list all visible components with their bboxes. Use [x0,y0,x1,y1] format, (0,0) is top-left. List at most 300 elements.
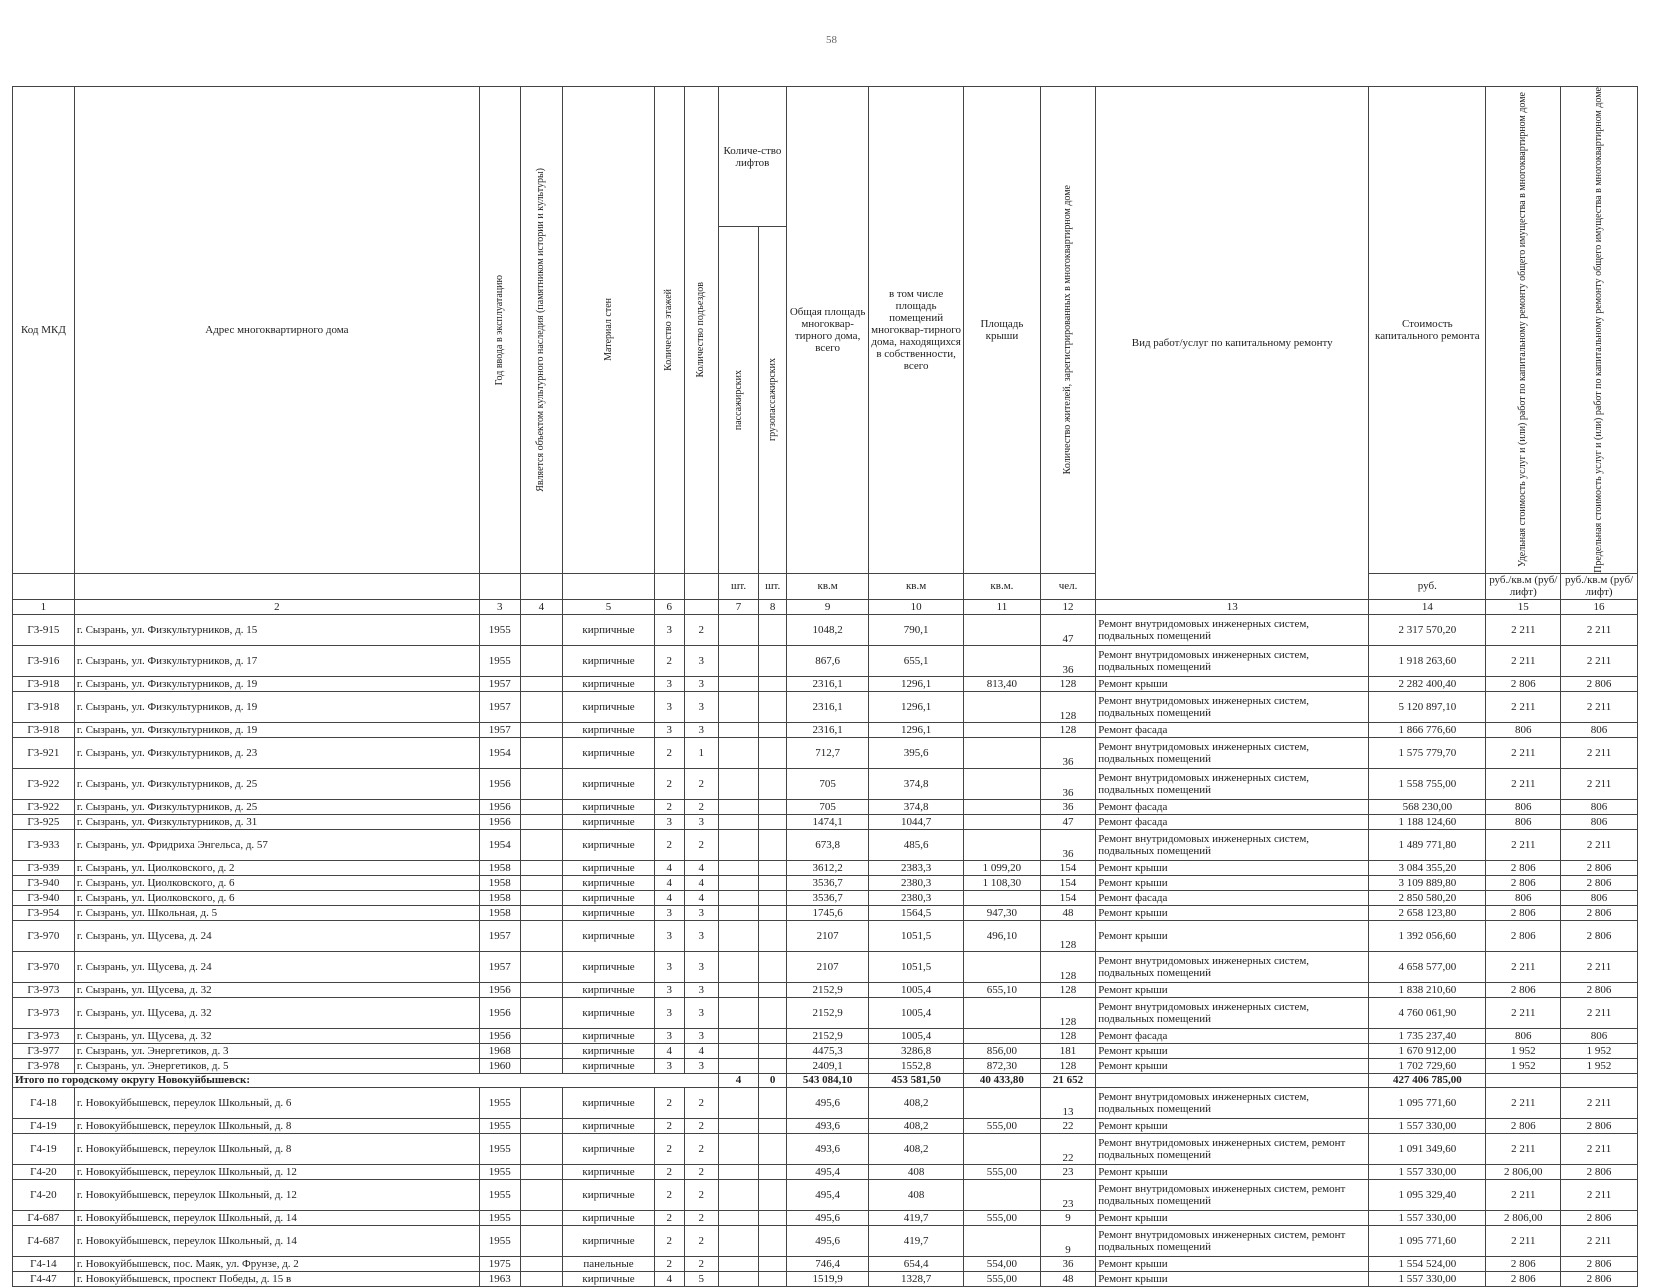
cell-residents: 128 [1040,920,1095,951]
cell-unit-cost: 2 211 [1486,1087,1561,1118]
cell-cost: 2 850 580,20 [1369,890,1486,905]
cell-code: Г4-19 [13,1118,75,1133]
cell-cost: 1 557 330,00 [1369,1164,1486,1179]
cell-roof-area [964,1133,1041,1164]
header-roof-area: Площадь крыши [964,87,1041,574]
column-number: 12 [1040,599,1095,614]
cell-residents: 22 [1040,1133,1095,1164]
header-work: Вид работ/услуг по капитальному ремонту [1096,87,1369,600]
column-number: 4 [520,599,563,614]
cell-entrances: 2 [684,1118,718,1133]
cell-code: Г3-973 [13,982,75,997]
cell-walls: кирпичные [563,829,655,860]
cell-address: г. Новокуйбышевск, переулок Школьный, д. 12 [74,1179,479,1210]
cell-address: г. Сызрань, ул. Щусева, д. 32 [74,1028,479,1043]
cell-work: Ремонт внутридомовых инженерных систем, подвальных помещений [1096,768,1369,799]
cell-passenger-lifts [718,1164,759,1179]
cell-cost: 1 918 263,60 [1369,645,1486,676]
cell-code: Г4-18 [13,1087,75,1118]
table-row [13,860,1638,875]
cell-residents: 36 [1040,799,1095,814]
cell-heritage [520,905,563,920]
cell-heritage [520,799,563,814]
cell-walls: кирпичные [563,905,655,920]
cell-freight-lifts [759,997,787,1028]
cell-owned-area: 408 [869,1179,964,1210]
cell-owned-area: 1296,1 [869,691,964,722]
header-walls-text: Материал стен [602,298,614,362]
cell-roof-area: 555,00 [964,1210,1041,1225]
cell-passenger-lifts [718,1087,759,1118]
cell-owned-area: 1296,1 [869,676,964,691]
unit-owned-area: кв.м [869,573,964,599]
cell-year: 1958 [480,890,521,905]
table-row [13,1087,1638,1118]
cell-residents: 128 [1040,982,1095,997]
total-limit-empty [1561,1073,1638,1087]
cell-total-area: 746,4 [787,1256,869,1271]
cell-entrances: 2 [684,614,718,645]
cell-owned-area: 408,2 [869,1133,964,1164]
cell-year: 1975 [480,1256,521,1271]
cell-passenger-lifts [718,645,759,676]
cell-address: г. Сызрань, ул. Физкультурников, д. 17 [74,645,479,676]
cell-work: Ремонт внутридомовых инженерных систем, подвальных помещений [1096,829,1369,860]
units-empty [480,573,521,599]
header-floors-text: Количество этажей [663,288,675,371]
cell-roof-area [964,722,1041,737]
cell-heritage [520,1043,563,1058]
cell-passenger-lifts [718,768,759,799]
cell-address: г. Сызрань, ул. Физкультурников, д. 23 [74,737,479,768]
total-residents: 21 652 [1040,1073,1095,1087]
cell-address: г. Новокуйбышевск, переулок Школьный, д. 8 [74,1118,479,1133]
cell-passenger-lifts [718,737,759,768]
cell-total-area: 2152,9 [787,982,869,997]
cell-passenger-lifts [718,829,759,860]
cell-entrances: 1 [684,737,718,768]
cell-floors: 4 [654,1271,684,1286]
cell-work: Ремонт крыши [1096,1164,1369,1179]
cell-walls: кирпичные [563,1087,655,1118]
cell-year: 1956 [480,1028,521,1043]
cell-unit-cost: 2 211 [1486,829,1561,860]
header-residents-text: Количество жителей, зарегистрированных в многоквартирном доме [1062,185,1074,475]
cell-entrances: 2 [684,1087,718,1118]
cell-roof-area: 1 108,30 [964,875,1041,890]
cell-unit-cost: 2 211 [1486,997,1561,1028]
cell-work: Ремонт фасада [1096,799,1369,814]
total-unit-empty [1486,1073,1561,1087]
cell-freight-lifts [759,875,787,890]
units-empty [563,573,655,599]
cell-floors: 3 [654,982,684,997]
cell-floors: 2 [654,645,684,676]
cell-limit-cost: 1 952 [1561,1043,1638,1058]
header-passenger-lifts [718,227,759,574]
cell-roof-area [964,997,1041,1028]
cell-year: 1957 [480,691,521,722]
cell-entrances: 3 [684,814,718,829]
cell-residents: 48 [1040,1271,1095,1286]
table-total [13,1073,1638,1087]
cell-cost: 1 558 755,00 [1369,768,1486,799]
column-number: 11 [964,599,1041,614]
cell-year: 1956 [480,982,521,997]
cell-unit-cost: 2 806,00 [1486,1210,1561,1225]
cell-year: 1958 [480,905,521,920]
column-number: 3 [480,599,521,614]
cell-owned-area: 655,1 [869,645,964,676]
cell-code: Г3-970 [13,951,75,982]
cell-residents: 154 [1040,890,1095,905]
cell-total-area: 705 [787,799,869,814]
cell-floors: 3 [654,951,684,982]
cell-total-area: 3612,2 [787,860,869,875]
header-freight-lifts [759,227,787,574]
units-empty [520,573,563,599]
cell-total-area: 712,7 [787,737,869,768]
cell-cost: 1 866 776,60 [1369,722,1486,737]
cell-floors: 3 [654,1028,684,1043]
cell-residents: 36 [1040,645,1095,676]
cell-cost: 4 658 577,00 [1369,951,1486,982]
cell-entrances: 4 [684,890,718,905]
cell-owned-area: 3286,8 [869,1043,964,1058]
cell-entrances: 3 [684,1028,718,1043]
cell-roof-area: 856,00 [964,1043,1041,1058]
cell-cost: 1 489 771,80 [1369,829,1486,860]
cell-floors: 2 [654,1164,684,1179]
cell-freight-lifts [759,799,787,814]
cell-floors: 3 [654,691,684,722]
cell-walls: кирпичные [563,737,655,768]
table-row [13,997,1638,1028]
cell-address: г. Новокуйбышевск, проспект Победы, д. 15 в [74,1271,479,1286]
unit-freight-lifts: шт. [759,573,787,599]
cell-code: Г3-977 [13,1043,75,1058]
cell-owned-area: 395,6 [869,737,964,768]
cell-code: Г3-915 [13,614,75,645]
cell-freight-lifts [759,722,787,737]
cell-year: 1955 [480,645,521,676]
cell-code: Г4-47 [13,1271,75,1286]
cell-freight-lifts [759,920,787,951]
cell-walls: кирпичные [563,1058,655,1073]
cell-freight-lifts [759,614,787,645]
cell-heritage [520,722,563,737]
cell-heritage [520,951,563,982]
cell-total-area: 2316,1 [787,722,869,737]
cell-owned-area: 790,1 [869,614,964,645]
units-empty [13,573,75,599]
cell-owned-area: 1005,4 [869,1028,964,1043]
cell-entrances: 3 [684,1058,718,1073]
column-number: 9 [787,599,869,614]
cell-cost: 2 282 400,40 [1369,676,1486,691]
cell-floors: 2 [654,1256,684,1271]
cell-cost: 1 392 056,60 [1369,920,1486,951]
cell-roof-area [964,768,1041,799]
cell-passenger-lifts [718,1179,759,1210]
cell-entrances: 5 [684,1271,718,1286]
cell-walls: кирпичные [563,676,655,691]
cell-floors: 2 [654,737,684,768]
cell-total-area: 3536,7 [787,875,869,890]
cell-address: г. Сызрань, ул. Физкультурников, д. 25 [74,799,479,814]
cell-walls: кирпичные [563,951,655,982]
cell-code: Г3-918 [13,691,75,722]
cell-total-area: 2152,9 [787,997,869,1028]
cell-total-area: 3536,7 [787,890,869,905]
cell-floors: 2 [654,1225,684,1256]
cell-unit-cost: 806 [1486,799,1561,814]
header-owned-area: в том числе площадь помещений многоквар-тирного дома, находящихся в собственности, всего [869,87,964,574]
cell-unit-cost: 2 806,00 [1486,1164,1561,1179]
cell-total-area: 1474,1 [787,814,869,829]
total-passenger-lifts: 4 [718,1073,759,1087]
cell-heritage [520,676,563,691]
cell-address: г. Сызрань, ул. Щусева, д. 32 [74,997,479,1028]
cell-walls: кирпичные [563,1164,655,1179]
cell-limit-cost: 2 211 [1561,737,1638,768]
cell-roof-area [964,1087,1041,1118]
cell-owned-area: 408,2 [869,1118,964,1133]
table-row [13,691,1638,722]
cell-code: Г3-925 [13,814,75,829]
cell-address: г. Сызрань, ул. Циолковского, д. 6 [74,890,479,905]
cell-year: 1958 [480,875,521,890]
cell-limit-cost: 2 211 [1561,691,1638,722]
cell-owned-area: 2383,3 [869,860,964,875]
cell-owned-area: 654,4 [869,1256,964,1271]
cell-address: г. Сызрань, ул. Школьная, д. 5 [74,905,479,920]
cell-year: 1957 [480,951,521,982]
header-floors [654,87,684,574]
cell-unit-cost: 2 806 [1486,860,1561,875]
cell-freight-lifts [759,905,787,920]
cell-unit-cost: 2 806 [1486,1118,1561,1133]
cell-freight-lifts [759,676,787,691]
cell-freight-lifts [759,1164,787,1179]
cell-unit-cost: 2 211 [1486,768,1561,799]
cell-walls: кирпичные [563,645,655,676]
cell-total-area: 4475,3 [787,1043,869,1058]
cell-walls: кирпичные [563,614,655,645]
cell-work: Ремонт крыши [1096,676,1369,691]
cell-floors: 2 [654,768,684,799]
unit-roof-area: кв.м. [964,573,1041,599]
table-row [13,829,1638,860]
cell-total-area: 705 [787,768,869,799]
cell-cost: 1 188 124,60 [1369,814,1486,829]
cell-year: 1968 [480,1043,521,1058]
cell-owned-area: 2380,3 [869,875,964,890]
cell-roof-area: 947,30 [964,905,1041,920]
header-code: Код МКД [13,87,75,574]
cell-cost: 1 095 771,60 [1369,1087,1486,1118]
total-freight-lifts: 0 [759,1073,787,1087]
column-number: 15 [1486,599,1561,614]
table-row [13,768,1638,799]
cell-owned-area: 1328,7 [869,1271,964,1286]
cell-owned-area: 1005,4 [869,982,964,997]
cell-code: Г3-918 [13,722,75,737]
cell-passenger-lifts [718,1043,759,1058]
cell-residents: 128 [1040,691,1095,722]
cell-owned-area: 1051,5 [869,951,964,982]
column-number: 6 [654,599,684,614]
cell-work: Ремонт крыши [1096,1256,1369,1271]
cell-total-area: 2316,1 [787,676,869,691]
column-number: 5 [563,599,655,614]
cell-walls: кирпичные [563,768,655,799]
cell-total-area: 495,4 [787,1164,869,1179]
cell-limit-cost: 2 211 [1561,1133,1638,1164]
cell-code: Г4-20 [13,1179,75,1210]
table-row [13,982,1638,997]
cell-passenger-lifts [718,722,759,737]
cell-owned-area: 1051,5 [869,920,964,951]
cell-cost: 1 838 210,60 [1369,982,1486,997]
cell-cost: 3 084 355,20 [1369,860,1486,875]
cell-floors: 2 [654,1133,684,1164]
cell-work: Ремонт крыши [1096,982,1369,997]
cell-floors: 3 [654,722,684,737]
cell-passenger-lifts [718,920,759,951]
table-row [13,799,1638,814]
cell-roof-area: 555,00 [964,1164,1041,1179]
column-number-empty [684,599,718,614]
cell-entrances: 3 [684,722,718,737]
cell-entrances: 2 [684,1210,718,1225]
cell-year: 1958 [480,860,521,875]
cell-freight-lifts [759,829,787,860]
cell-work: Ремонт внутридомовых инженерных систем, подвальных помещений [1096,1087,1369,1118]
cell-unit-cost: 806 [1486,814,1561,829]
header-address: Адрес многоквартирного дома [74,87,479,574]
cell-work: Ремонт фасада [1096,1028,1369,1043]
cell-roof-area [964,614,1041,645]
cell-year: 1954 [480,829,521,860]
cell-limit-cost: 2 211 [1561,614,1638,645]
table-row [13,1164,1638,1179]
header-entrances [684,87,718,574]
cell-entrances: 2 [684,1225,718,1256]
cell-year: 1956 [480,799,521,814]
table-body-syzran [13,614,1638,1073]
cell-owned-area: 374,8 [869,799,964,814]
cell-residents: 9 [1040,1225,1095,1256]
cell-owned-area: 1564,5 [869,905,964,920]
column-number: 1 [13,599,75,614]
cell-heritage [520,1256,563,1271]
cell-total-area: 493,6 [787,1118,869,1133]
cell-roof-area [964,1028,1041,1043]
cell-roof-area: 813,40 [964,676,1041,691]
unit-unit-cost: руб./кв.м (руб/лифт) [1486,573,1561,599]
cell-address: г. Сызрань, ул. Физкультурников, д. 25 [74,768,479,799]
cell-address: г. Новокуйбышевск, переулок Школьный, д. 12 [74,1164,479,1179]
cell-residents: 128 [1040,951,1095,982]
unit-cost: руб. [1369,573,1486,599]
cell-unit-cost: 2 211 [1486,951,1561,982]
cell-passenger-lifts [718,1118,759,1133]
cell-roof-area: 555,00 [964,1118,1041,1133]
cell-floors: 4 [654,860,684,875]
cell-total-area: 673,8 [787,829,869,860]
cell-walls: кирпичные [563,1271,655,1286]
total-work-empty [1096,1073,1369,1087]
unit-limit-cost: руб./кв.м (руб/лифт) [1561,573,1638,599]
cell-work: Ремонт крыши [1096,1271,1369,1286]
cell-roof-area [964,951,1041,982]
cell-unit-cost: 2 211 [1486,737,1561,768]
cell-cost: 4 760 061,90 [1369,997,1486,1028]
cell-freight-lifts [759,1225,787,1256]
cell-work: Ремонт внутридомовых инженерных систем, подвальных помещений [1096,691,1369,722]
cell-heritage [520,614,563,645]
cell-unit-cost: 2 211 [1486,1225,1561,1256]
cell-heritage [520,1133,563,1164]
cell-floors: 2 [654,1210,684,1225]
cell-heritage [520,814,563,829]
cell-limit-cost: 806 [1561,799,1638,814]
cell-heritage [520,860,563,875]
header-limit-cost [1561,87,1638,574]
cell-roof-area: 872,30 [964,1058,1041,1073]
cell-unit-cost: 2 806 [1486,920,1561,951]
cell-unit-cost: 806 [1486,890,1561,905]
cell-owned-area: 1552,8 [869,1058,964,1073]
cell-heritage [520,768,563,799]
cell-code: Г4-687 [13,1210,75,1225]
cell-freight-lifts [759,1058,787,1073]
cell-entrances: 2 [684,829,718,860]
cell-address: г. Сызрань, ул. Физкультурников, д. 19 [74,676,479,691]
cell-freight-lifts [759,1087,787,1118]
header-year [480,87,521,574]
cell-walls: кирпичные [563,997,655,1028]
cell-floors: 2 [654,1118,684,1133]
cell-work: Ремонт крыши [1096,875,1369,890]
cell-year: 1957 [480,722,521,737]
table-body-novokuybyshevsk [13,1087,1638,1286]
cell-residents: 36 [1040,829,1095,860]
header-total-area: Общая площадь многоквар-тирного дома, всего [787,87,869,574]
cell-code: Г4-20 [13,1164,75,1179]
cell-walls: кирпичные [563,1133,655,1164]
cell-freight-lifts [759,1271,787,1286]
cell-unit-cost: 2 806 [1486,875,1561,890]
cell-heritage [520,1028,563,1043]
cell-code: Г3-939 [13,860,75,875]
cell-entrances: 2 [684,799,718,814]
cell-roof-area: 555,00 [964,1271,1041,1286]
cell-entrances: 2 [684,1256,718,1271]
cell-walls: кирпичные [563,722,655,737]
table-row [13,905,1638,920]
cell-passenger-lifts [718,1256,759,1271]
table-row [13,1271,1638,1286]
cell-owned-area: 419,7 [869,1210,964,1225]
cell-work: Ремонт внутридомовых инженерных систем, подвальных помещений [1096,737,1369,768]
cell-work: Ремонт внутридомовых инженерных систем, подвальных помещений [1096,951,1369,982]
cell-code: Г4-687 [13,1225,75,1256]
header-heritage [520,87,563,574]
cell-residents: 36 [1040,737,1095,768]
cell-walls: кирпичные [563,1225,655,1256]
